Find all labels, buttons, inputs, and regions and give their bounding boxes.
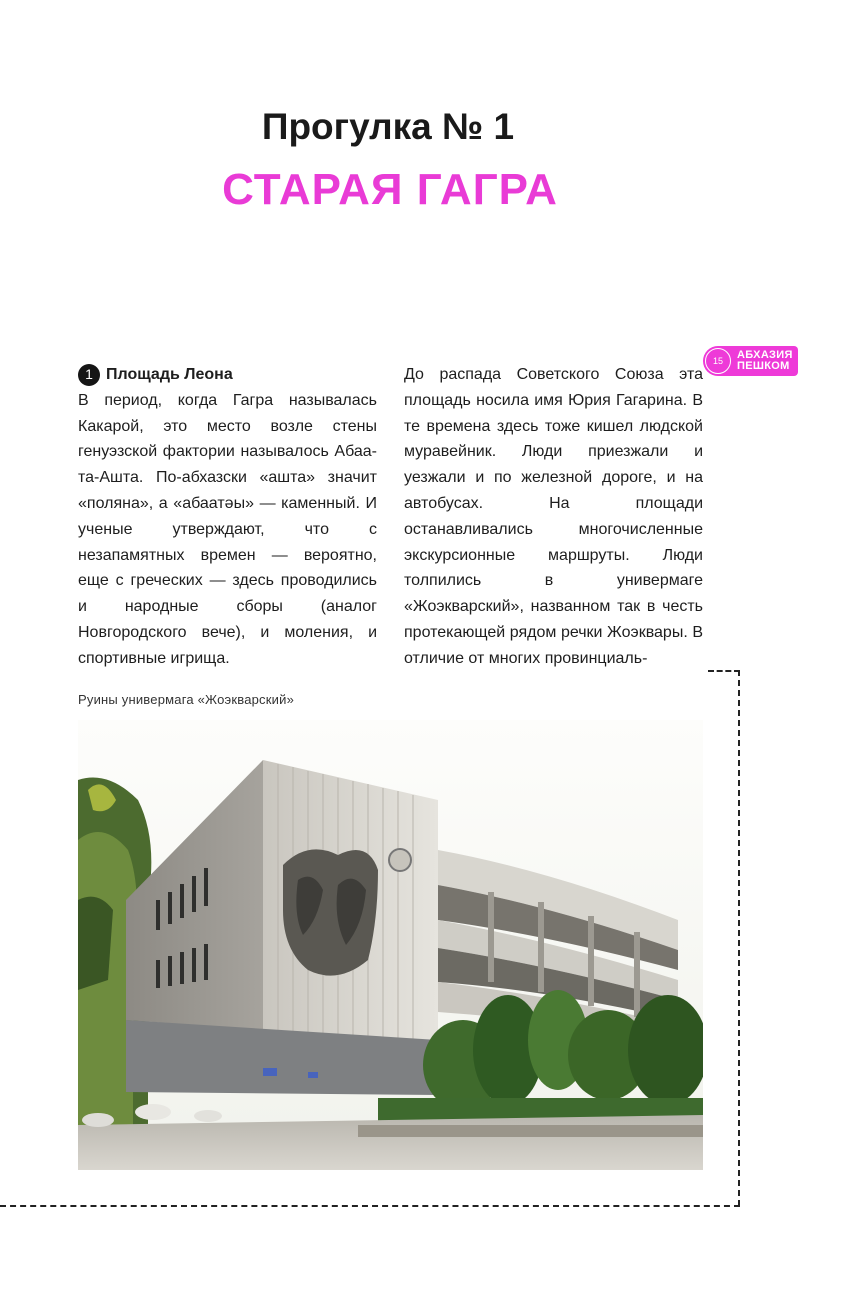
right-paragraph: До распада Советского Союза эта площадь носила имя Юрия Гагарина. В те времена здесь тоже кишел людской муравейник. Люди приезжали и уезжали и по железной дороге, и на автобусах. На площади останавливались многочисленные экскурсионные маршруты. Люди толпились в универмаге «Жоэкварский», названном так в честь протекающей рядом речки Жоэквары. В отличие от многих провинциаль- [404,366,703,667]
brand-logo [737,350,793,372]
dashed-border-bottom [0,1205,740,1207]
left-column [78,362,377,672]
walk-subtitle: СТАРАЯ ГАГРА [222,165,558,214]
section-title: Площадь Леона [106,366,233,383]
right-column [404,362,703,672]
page-tab [703,346,798,376]
ruined-building-illustration [78,720,703,1170]
page-number: 15 [705,348,731,374]
number-marker-icon: 1 [78,364,100,386]
photo-caption: Руины универмага «Жоэкварский» [78,692,294,707]
building-photo [78,720,703,1170]
dashed-border-right [738,670,740,1206]
dashed-border-top [708,670,740,672]
walk-title: Прогулка № 1 [261,106,515,147]
brand-line-2: ПЕШКОМ [737,360,790,372]
section-heading [78,362,377,388]
left-paragraph: В период, когда Гагра называлась Какарой, это место возле стены генуэзской фактории называлось Абаа-та-Ашта. По-абхазски «ашта» значит «поляна», а «абаатәы» — каменный. И ученые утверждают, что с незапамятных времен — вероятно, еще с греческих — здесь проводились и народные сборы (аналог Новгородского вече), и моления, и спортивные игрища. [78,391,377,667]
brand-line-1: АБХАЗИЯ [737,349,793,361]
